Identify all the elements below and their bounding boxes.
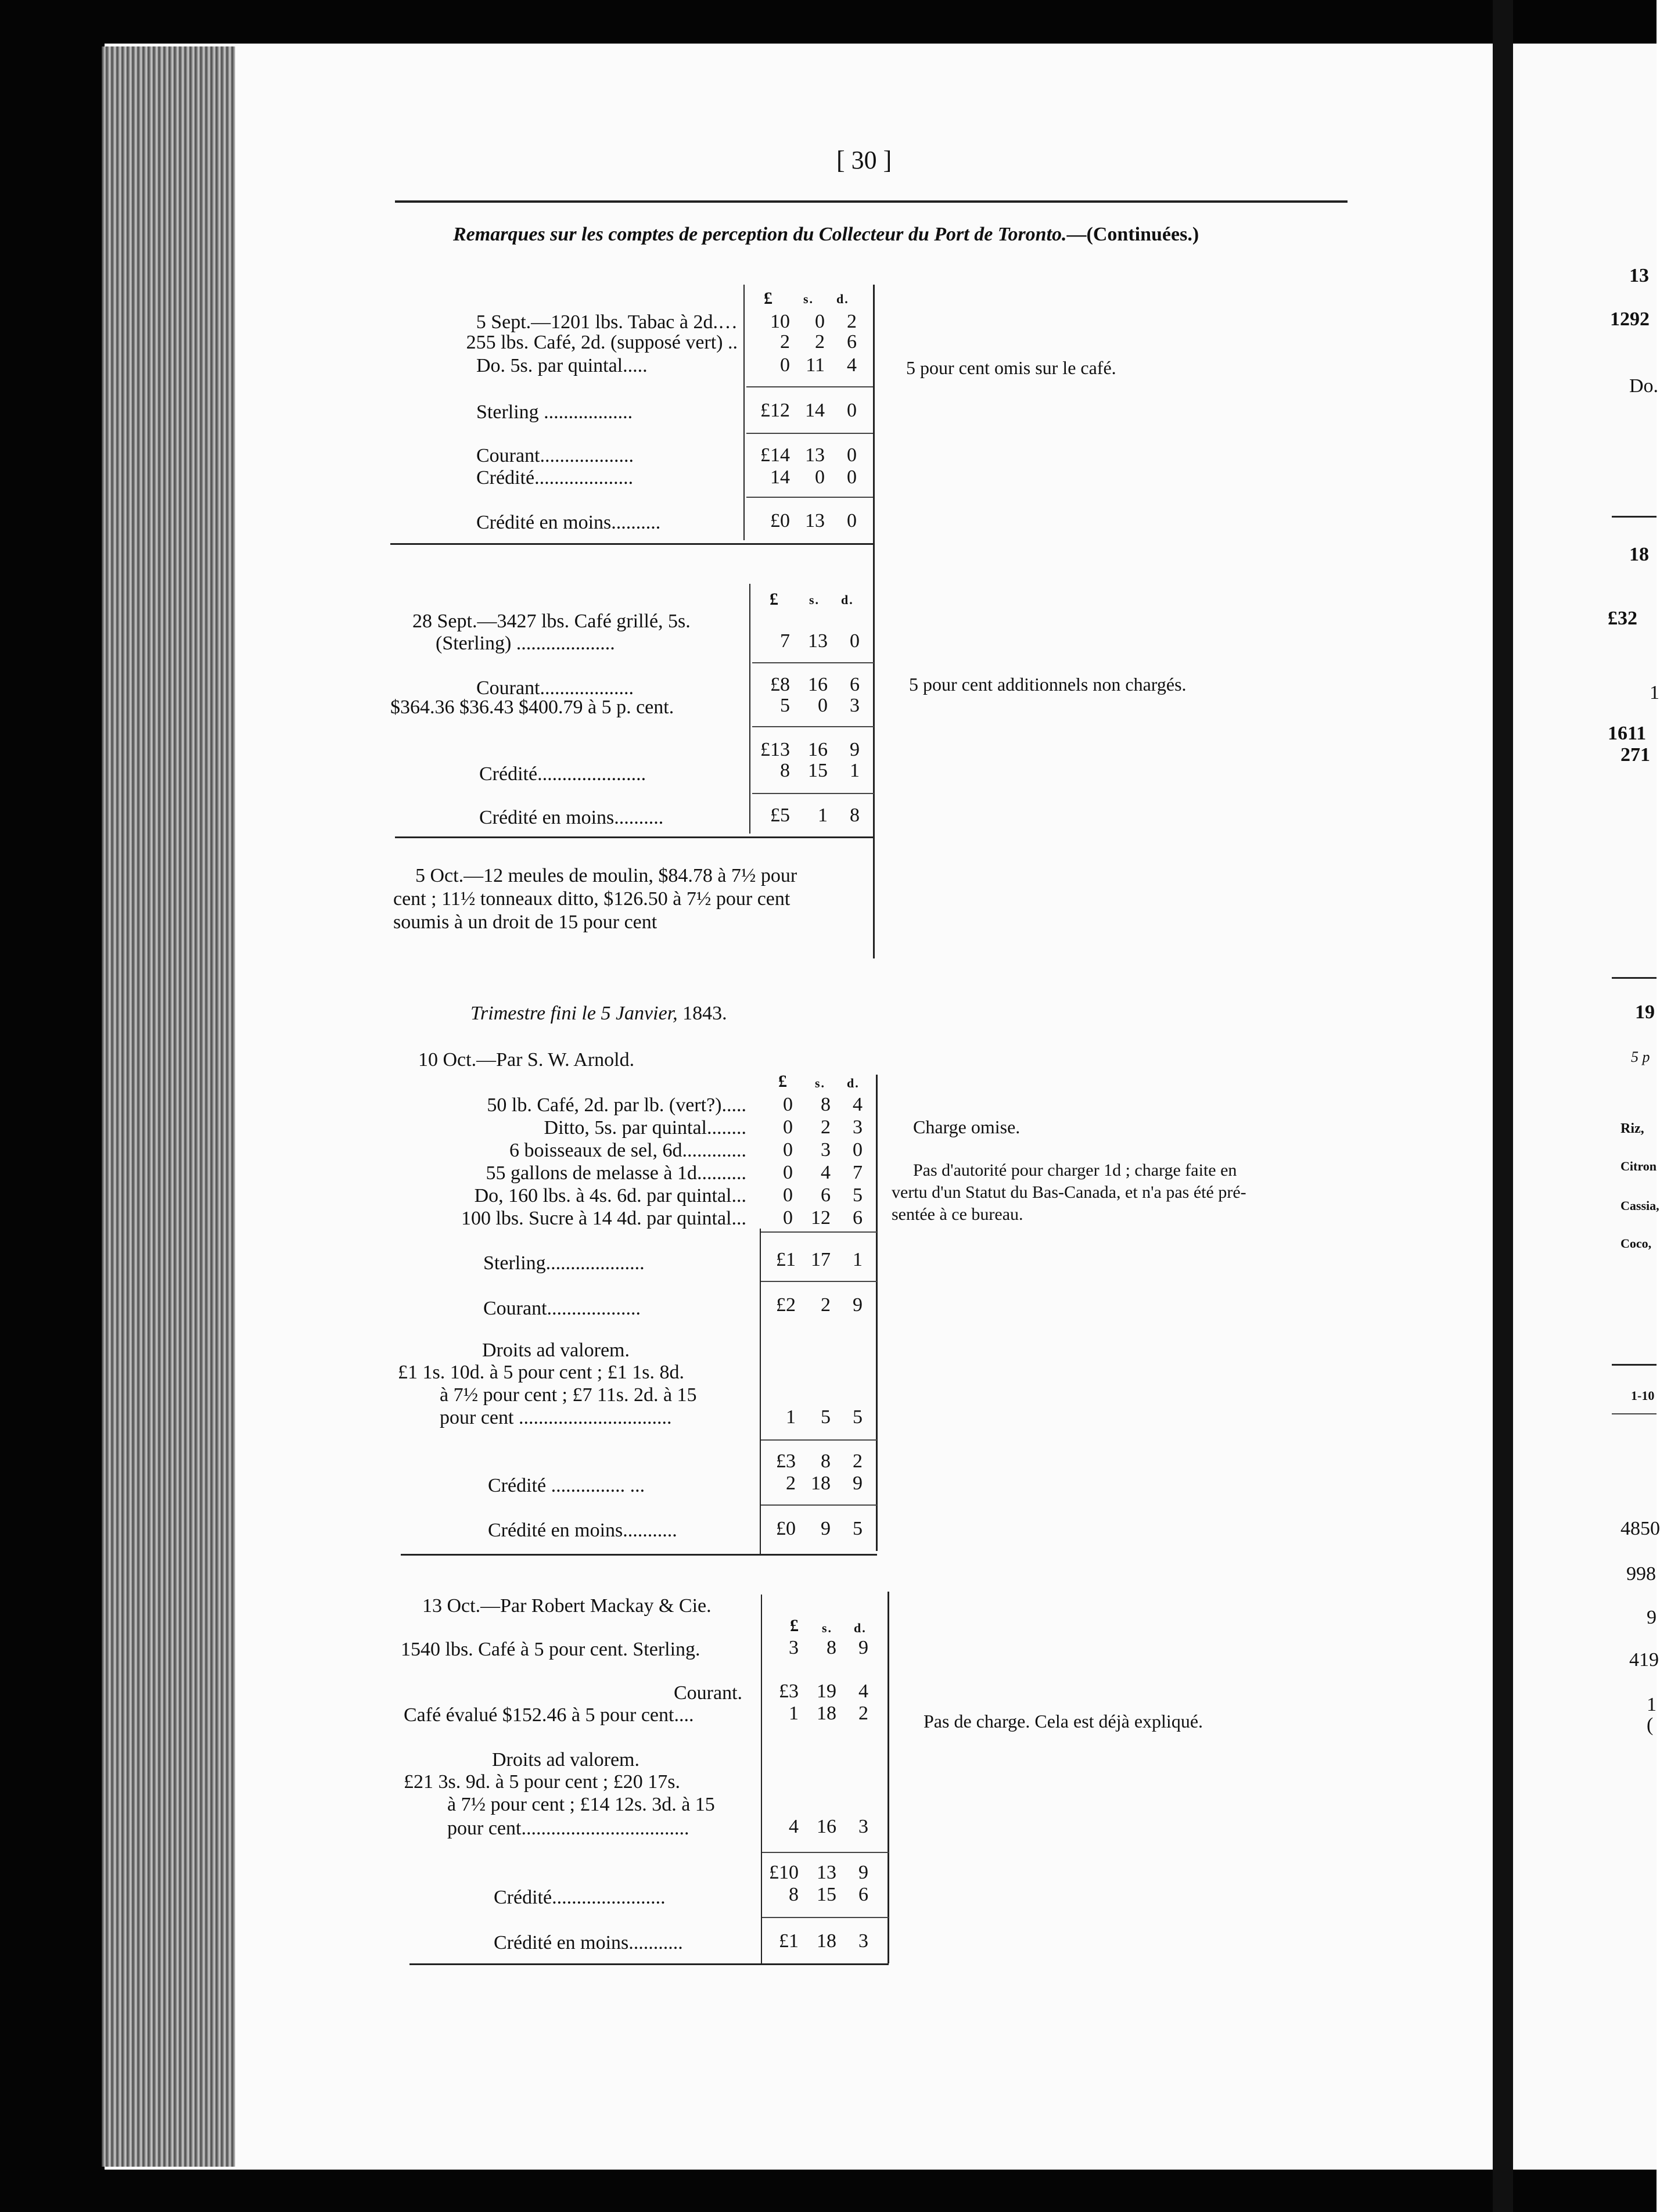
- page-number: [ 30 ]: [836, 146, 892, 174]
- entry1-moins-label: Crédité en moins..........: [476, 512, 661, 533]
- entry4-l: 0: [783, 1184, 793, 1206]
- entry4-s: 8: [821, 1094, 831, 1115]
- entry5-rule: [762, 1852, 889, 1853]
- entry5-courant-l: £3: [779, 1680, 799, 1702]
- pence-header: d.: [841, 592, 854, 607]
- next-page-fragment: 419: [1629, 1649, 1659, 1671]
- entry4-total-s: 8: [821, 1450, 831, 1472]
- entry2-courant-d: 6: [850, 674, 860, 695]
- entry4-total-d: 2: [853, 1450, 863, 1472]
- entry1-credite-l: 14: [770, 466, 790, 488]
- next-page-fragment: Do.: [1629, 375, 1659, 397]
- entry5-l: 3: [789, 1637, 799, 1658]
- entry5-cafe-s: 18: [817, 1703, 836, 1724]
- entry4-droits-line: £1 1s. 10d. à 5 pour cent ; £1 1s. 8d.: [398, 1362, 684, 1383]
- shillings-header: s.: [803, 292, 814, 306]
- entry4-droits-line: pour cent ...............................: [440, 1407, 672, 1428]
- entry4-sterling-label: Sterling....................: [483, 1252, 645, 1274]
- entry1-s: 0: [815, 311, 825, 332]
- entry1-moins-l: £0: [770, 510, 790, 532]
- next-page-fragment: 4850: [1621, 1518, 1660, 1539]
- entry2-moins-label: Crédité en moins..........: [479, 807, 664, 828]
- entry2-courant-l: £8: [770, 674, 790, 695]
- next-page-fragment: (: [1647, 1714, 1654, 1736]
- pounds-header: £: [770, 590, 779, 609]
- entry4-line: Do, 160 lbs. à 4s. 6d. par quintal...: [474, 1185, 746, 1206]
- entry4-droits-s: 5: [821, 1406, 831, 1428]
- entry5-moins-l: £1: [779, 1930, 799, 1952]
- entry4-droits-title: Droits ad valorem.: [482, 1340, 630, 1361]
- entry4-d: 7: [853, 1162, 863, 1183]
- entry5-droits-d: 3: [858, 1816, 868, 1837]
- entry4-rule: [761, 1281, 877, 1282]
- entry1-line: 255 lbs. Café, 2d. (supposé vert) ..: [466, 332, 738, 353]
- entry5-total-d: 9: [858, 1862, 868, 1883]
- entry1-d: 4: [847, 354, 857, 376]
- entry1-credite-s: 0: [815, 466, 825, 488]
- entry5-courant-label: Courant.: [674, 1682, 743, 1704]
- entry4-total-l: £3: [776, 1450, 796, 1472]
- entry4-l: 0: [783, 1139, 793, 1161]
- scan-border-top: [0, 0, 1657, 44]
- entry4-sterling-l: £1: [776, 1249, 796, 1270]
- entry2-sterling-l: 7: [780, 630, 790, 652]
- next-page-fragment: 1611: [1608, 723, 1647, 744]
- next-page-rule: [1612, 977, 1657, 979]
- column-rule-3: [888, 1592, 889, 1963]
- entry4-credite-d: 9: [853, 1473, 863, 1494]
- next-page-fragment: 1292: [1610, 308, 1650, 330]
- entry5-credite-s: 15: [817, 1884, 836, 1905]
- entry1-d: 6: [847, 331, 857, 353]
- entry1-sterling-label: Sterling ..................: [476, 401, 633, 423]
- entry4-droits-line: à 7½ pour cent ; £7 11s. 2d. à 15: [440, 1384, 697, 1406]
- shillings-header: s.: [815, 1076, 826, 1090]
- next-page-rule: [1612, 1413, 1657, 1414]
- title-main: Remarques sur les comptes de perception du Collecteur du Port de Toronto.: [453, 224, 1067, 245]
- next-page-fragment: Cassia,: [1621, 1198, 1659, 1213]
- entry1-moins-s: 13: [805, 510, 825, 532]
- entry4-remark-line: vertu d'un Statut du Bas-Canada, et n'a pas été pré-: [892, 1183, 1246, 1202]
- pounds-header: £: [764, 289, 774, 308]
- entry3-line: 5 Oct.—12 meules de moulin, $84.78 à 7½ pour: [415, 865, 797, 886]
- entry2-extra-d: 3: [850, 695, 860, 716]
- entry4-d: 6: [853, 1207, 863, 1229]
- entry5-credite-label: Crédité.......................: [494, 1887, 666, 1908]
- entry4-l: 0: [783, 1162, 793, 1183]
- entry1-rule: [746, 497, 873, 498]
- entry4-droits-d: 5: [853, 1406, 863, 1428]
- entry1-l: 0: [780, 354, 790, 376]
- shillings-header: s.: [809, 592, 820, 607]
- title-rule: [395, 200, 1348, 203]
- entry1-sterling-s: 14: [805, 400, 825, 421]
- scan-border-bottom: [0, 2170, 1657, 2212]
- entry3-line: soumis à un droit de 15 pour cent: [393, 911, 657, 933]
- next-page-fragment: 9: [1647, 1607, 1657, 1628]
- entry5-line1: 1540 lbs. Café à 5 pour cent. Sterling.: [401, 1639, 700, 1660]
- entry4-d: 0: [853, 1139, 863, 1161]
- entry1-sterling-d: 0: [847, 400, 857, 421]
- entry4-line: Ditto, 5s. par quintal........: [544, 1117, 746, 1139]
- column-rule: [873, 285, 875, 958]
- entry5-cafe-d: 2: [858, 1703, 868, 1724]
- entry4-moins-d: 5: [853, 1518, 863, 1539]
- pounds-header: £: [790, 1616, 800, 1635]
- entry3-line: cent ; 11½ tonneaux ditto, $126.50 à 7½ pour cent: [393, 888, 791, 910]
- entry2-extra-s: 0: [818, 695, 828, 716]
- entry4-d: 3: [853, 1116, 863, 1138]
- entry4-l: 0: [783, 1094, 793, 1115]
- entry4-remark-line: Pas d'autorité pour charger 1d ; charge faite en: [913, 1161, 1237, 1180]
- entry5-total-l: £10: [769, 1862, 799, 1883]
- entry5-header: 13 Oct.—Par Robert Mackay & Cie.: [422, 1595, 712, 1617]
- entry4-sterling-d: 1: [853, 1249, 863, 1270]
- entry4-credite-s: 18: [811, 1473, 831, 1494]
- next-page-fragment: 1: [1650, 682, 1659, 703]
- next-page-rule: [1612, 516, 1657, 518]
- entry4-line: 6 boisseaux de sel, 6d.............: [509, 1140, 746, 1161]
- entry1-remark: 5 pour cent omis sur le café.: [906, 357, 1116, 378]
- entry5-droits-title: Droits ad valorem.: [492, 1749, 639, 1771]
- entry1-left-rule: [743, 285, 745, 540]
- entry4-rule: [761, 1504, 877, 1506]
- entry2-moins-l: £5: [770, 805, 790, 826]
- pence-header: d.: [854, 1621, 867, 1635]
- entry2-extra-label: $364.36 $36.43 $400.79 à 5 p. cent.: [390, 696, 674, 718]
- entry4-moins-s: 9: [821, 1518, 831, 1539]
- next-page-rule: [1612, 1364, 1657, 1366]
- next-page: [1513, 44, 1657, 2170]
- entry2-moins-d: 8: [850, 805, 860, 826]
- entry5-droits-line: £21 3s. 9d. à 5 pour cent ; £20 17s.: [404, 1771, 680, 1793]
- entry4-courant-d: 9: [853, 1294, 863, 1316]
- entry2-total-d: 9: [850, 739, 860, 760]
- next-page-fragment: £32: [1608, 608, 1637, 629]
- gutter: [1493, 0, 1513, 2212]
- entry1-credite-d: 0: [847, 466, 857, 488]
- entry5-moins-d: 3: [858, 1930, 868, 1952]
- entry5-d: 9: [858, 1637, 868, 1658]
- entry2-line: 28 Sept.—3427 lbs. Café grillé, 5s.: [412, 611, 691, 632]
- entry5-courant-s: 19: [817, 1680, 836, 1702]
- entry2-rule: [752, 726, 874, 727]
- book-page-edges: [102, 46, 235, 2167]
- entry5-rule: [762, 1917, 889, 1918]
- entry2-extra-l: 5: [780, 695, 790, 716]
- next-page-fragment: 271: [1621, 744, 1650, 766]
- entry4-header: 10 Oct.—Par S. W. Arnold.: [418, 1049, 635, 1071]
- entry5-credite-d: 6: [858, 1884, 868, 1905]
- entry1-rule: [746, 386, 873, 387]
- entry5-courant-d: 4: [858, 1680, 868, 1702]
- next-page-fragment: 1-10: [1631, 1388, 1655, 1403]
- entry1-courant-d: 0: [847, 444, 857, 466]
- entry5-droits-l: 4: [789, 1816, 799, 1837]
- entry5-cafe-l: 1: [789, 1703, 799, 1724]
- entry4-courant-l: £2: [776, 1294, 796, 1316]
- entry1-line: Do. 5s. par quintal.....: [476, 355, 648, 376]
- next-page-fragment: 1: [1647, 1694, 1657, 1715]
- quarter-heading: [470, 1002, 727, 1025]
- entry4-s: 2: [821, 1116, 831, 1138]
- entry4-line: 100 lbs. Sucre à 14 4d. par quintal...: [461, 1208, 746, 1229]
- entry2-left-rule: [749, 584, 750, 834]
- column-rule-2: [876, 1075, 878, 1551]
- entry4-d: 5: [853, 1184, 863, 1206]
- entry2-total-l: £13: [760, 739, 790, 760]
- next-page-fragment: 998: [1626, 1563, 1656, 1585]
- entry5-bottom-rule: [409, 1963, 889, 1965]
- entry4-line: 50 lb. Café, 2d. par lb. (vert?).....: [487, 1094, 746, 1116]
- entry2-moins-s: 1: [818, 805, 828, 826]
- entry2-total-s: 16: [808, 739, 828, 760]
- entry5-droits-line: pour cent..................................: [447, 1818, 689, 1839]
- shillings-header: s.: [822, 1621, 833, 1635]
- entry5-moins-label: Crédité en moins...........: [494, 1932, 683, 1954]
- entry1-rule: [746, 433, 873, 434]
- quarter-heading-italic: Trimestre fini le 5 Janvier,: [470, 1003, 678, 1024]
- entry5-left-rule: [761, 1595, 762, 1963]
- entry1-bottom-rule: [390, 543, 874, 545]
- entry4-droits-l: 1: [786, 1406, 796, 1428]
- entry2-rule: [752, 662, 874, 663]
- entry2-courant-label: Courant...................: [476, 677, 634, 699]
- entry1-l: 2: [780, 331, 790, 353]
- scan-border-left: [0, 0, 105, 2212]
- pence-header: d.: [847, 1076, 860, 1090]
- entry2-credite-d: 1: [850, 760, 860, 781]
- entry1-courant-l: £14: [760, 444, 790, 466]
- entry1-sterling-l: £12: [760, 400, 790, 421]
- next-page-fragment: Coco,: [1621, 1236, 1652, 1251]
- next-page-fragment: 19: [1635, 1001, 1655, 1023]
- entry2-line: (Sterling) ....................: [436, 633, 615, 654]
- quarter-heading-year: 1843.: [682, 1003, 727, 1024]
- entry1-d: 2: [847, 311, 857, 332]
- next-page-fragment: 18: [1629, 544, 1649, 565]
- entry1-line: 5 Sept.—1201 lbs. Tabac à 2d.…: [476, 311, 738, 333]
- entry1-credite-label: Crédité....................: [476, 467, 634, 489]
- entry4-remark-charge-omise: Charge omise.: [913, 1116, 1021, 1137]
- title-continued: —(Continuées.): [1066, 224, 1199, 245]
- entry4-d: 4: [853, 1094, 863, 1115]
- next-page-fragment: 5 p: [1631, 1048, 1650, 1065]
- entry1-s: 2: [815, 331, 825, 353]
- entry2-credite-l: 8: [780, 760, 790, 781]
- entry4-rule: [761, 1231, 877, 1233]
- entry5-droits-s: 16: [817, 1816, 836, 1837]
- entry4-credite-l: 2: [786, 1473, 796, 1494]
- entry4-moins-l: £0: [776, 1518, 796, 1539]
- pence-header: d.: [836, 292, 849, 306]
- entry4-s: 3: [821, 1139, 831, 1161]
- entry5-total-s: 13: [817, 1862, 836, 1883]
- entry4-credite-label: Crédité ............... ...: [488, 1475, 645, 1496]
- page-title: [453, 224, 1199, 246]
- entry4-remark-line: sentée à ce bureau.: [892, 1205, 1023, 1224]
- entry4-s: 12: [811, 1207, 831, 1229]
- entry4-bottom-rule: [401, 1554, 877, 1556]
- entry4-s: 6: [821, 1184, 831, 1206]
- next-page-fragment: Riz,: [1621, 1121, 1644, 1136]
- entry4-line: 55 gallons de melasse à 1d..........: [486, 1162, 746, 1184]
- entry2-credite-label: Crédité......................: [479, 763, 646, 785]
- entry2-sterling-s: 13: [808, 630, 828, 652]
- entry1-courant-s: 13: [805, 444, 825, 466]
- entry1-courant-label: Courant...................: [476, 445, 634, 466]
- entry1-s: 11: [806, 354, 825, 376]
- entry5-moins-s: 18: [817, 1930, 836, 1952]
- entry2-courant-s: 16: [808, 674, 828, 695]
- entry4-l: 0: [783, 1207, 793, 1229]
- entry5-remark: Pas de charge. Cela est déjà expliqué.: [924, 1711, 1203, 1732]
- entry4-l: 0: [783, 1116, 793, 1138]
- entry2-bottom-rule: [395, 836, 874, 838]
- entry4-rule: [761, 1439, 877, 1441]
- entry2-rule: [752, 793, 874, 794]
- entry1-moins-d: 0: [847, 510, 857, 532]
- entry4-moins-label: Crédité en moins...........: [488, 1520, 677, 1541]
- next-page-fragment: Citron: [1621, 1159, 1657, 1173]
- entry2-sterling-d: 0: [850, 630, 860, 652]
- entry4-courant-s: 2: [821, 1294, 831, 1316]
- entry5-credite-l: 8: [789, 1884, 799, 1905]
- entry4-sterling-s: 17: [811, 1249, 831, 1270]
- entry5-s: 8: [827, 1637, 836, 1658]
- entry1-l: 10: [770, 311, 790, 332]
- pounds-header: £: [778, 1072, 788, 1091]
- entry2-remark: 5 pour cent additionnels non chargés.: [909, 674, 1187, 695]
- entry5-cafe-line: Café évalué $152.46 à 5 pour cent....: [404, 1704, 694, 1726]
- entry5-droits-line: à 7½ pour cent ; £14 12s. 3d. à 15: [447, 1794, 715, 1815]
- entry2-credite-s: 15: [808, 760, 828, 781]
- next-page-fragment: 13: [1629, 265, 1649, 286]
- entry4-s: 4: [821, 1162, 831, 1183]
- entry4-courant-label: Courant...................: [483, 1298, 641, 1319]
